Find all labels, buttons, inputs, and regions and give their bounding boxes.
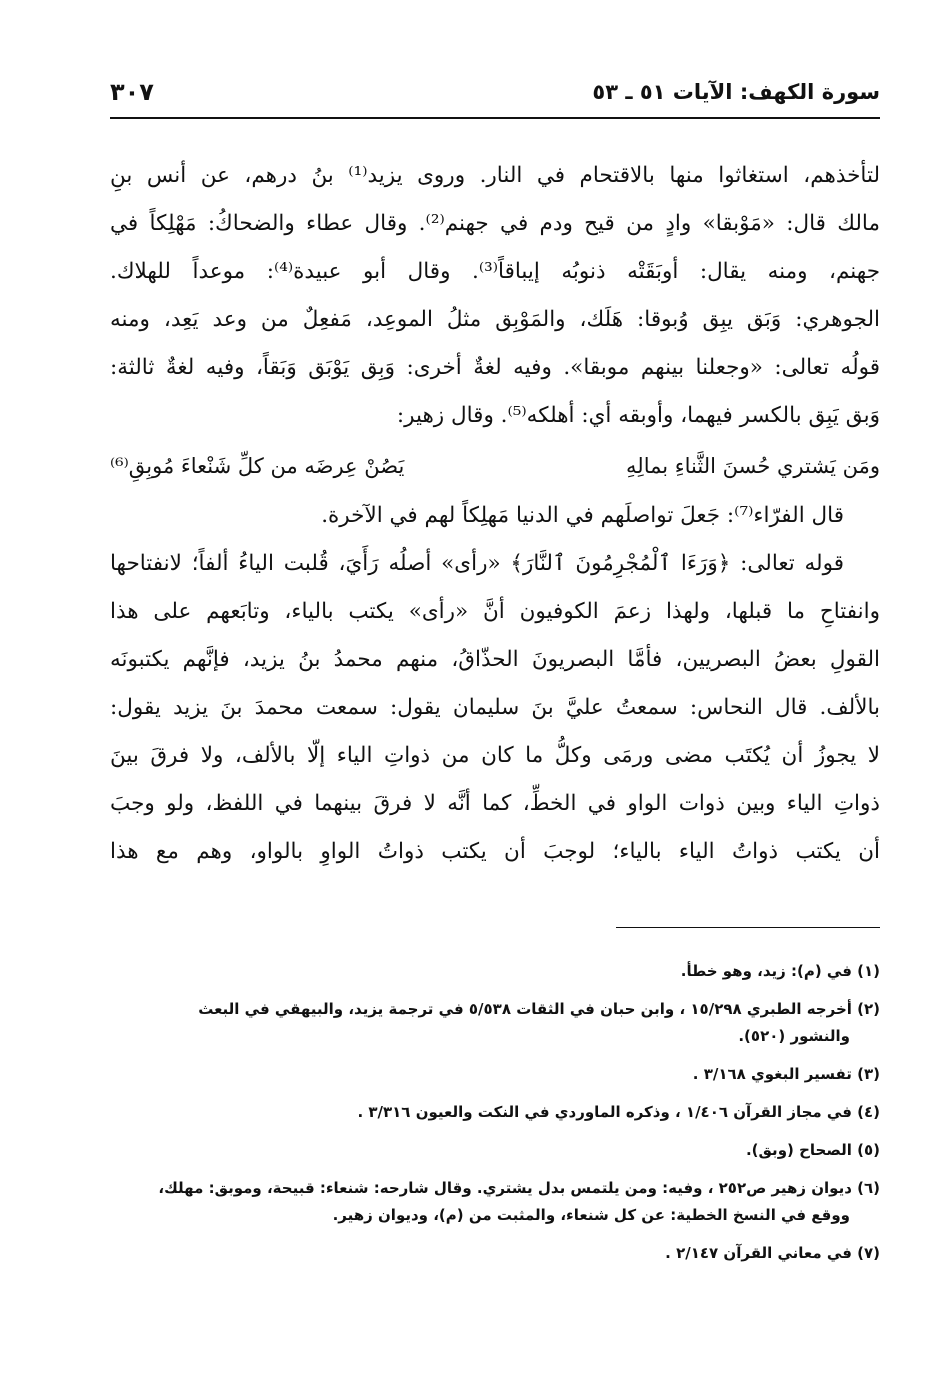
- footnote-line: ووقع في النسخ الخطية: عن كل شنعاء، والمثبت من (م)، وديوان زهير.: [332, 1206, 850, 1224]
- footnote-line: (٦) ديوان زهير ص٢٥٢ ، وفيه: ومن يلتمس بدل يشتري. وقال شارحه: شنعاء: قبيحة، وموبق: مهلك،: [158, 1179, 880, 1197]
- poetry-verse: [110, 440, 880, 492]
- footnote-line: (١) في (م): زيد، وهو خطأ.: [680, 962, 880, 980]
- footnote: [110, 1175, 880, 1229]
- footnote: [110, 1137, 880, 1164]
- footnote: [110, 1099, 880, 1126]
- text-line: أن يكتب ذواتُ الياء بالياء؛ لوجبَ أن يكتب ذواتُ الواوِ بالواو، وهم مع هذا: [110, 839, 880, 864]
- text-line: ذواتِ الياء وبين ذوات الواو في الخطِّ، كما أنَّه لا فرقَ بينهما في اللفظ، ولو وجبَ: [110, 791, 880, 816]
- footnote-line: (٧) في معاني القرآن ٢/١٤٧ .: [665, 1244, 880, 1262]
- text-line: قولُه تعالى: «وجعلنا بينهم موبقا». وفيه لغةٌ أخرى: وَبِق يَوْبَق وَبَقاً، وفيه لغةٌ ثالثة:: [110, 355, 880, 380]
- text-line: جهنم، ومنه يقال: أوبَقَتْه ذنوبُه إيباقاً⁽³⁾. وقال أبو عبيدة⁽⁴⁾: موعداً للهلاك.: [110, 259, 880, 284]
- text-line: القولِ بعضُ البصريين، فأمَّا البصريونَ الحذّاقُ، منهم محمدُ بنُ يزيد، فإنَّهم يكتبونَه: [110, 647, 880, 672]
- footnote: [110, 1240, 880, 1267]
- text-line: لتأخذهم، استغاثوا منها بالاقتحام في النار. وروى يزيد⁽¹⁾ بنُ درهم، عن أنس بنِ: [110, 163, 880, 188]
- text-line: قال الفرّاء⁽⁷⁾: جَعلَ تواصلَهم في الدنيا مَهلِكاً لهم في الآخرة.: [321, 503, 844, 528]
- text-line: وانفتاحِ ما قبلها، ولهذا زعمَ الكوفيون أنَّ «رأى» يكتب بالياء، وتابَعهم على هذا: [110, 599, 880, 624]
- page-number: ٣٠٧: [110, 78, 154, 106]
- main-text: [110, 152, 880, 876]
- footnote-divider: [616, 927, 880, 928]
- footnote: [110, 1061, 880, 1088]
- text-line: لا يجوزُ أن يُكتَب مضى ورمَى وكلُّ ما كان من ذواتِ الياء إلّا بالألف، ولا فرقَ بينَ: [110, 743, 880, 768]
- footnote-line: (٢) أخرجه الطبري ١٥/٢٩٨ ، وابن حبان في الثقات ٥/٥٣٨ في ترجمة يزيد، والبيهقي في البعث: [198, 1000, 880, 1018]
- chapter-title: سورة الكهف: الآيات ٥١ ـ ٥٣: [592, 80, 880, 104]
- footnotes: [110, 958, 880, 1278]
- footnote-line: والنشور (٥٢٠).: [738, 1027, 850, 1045]
- footnote-line: (٥) الصحاح (وبق).: [745, 1141, 880, 1159]
- verse-first-hemistich: ومَن يَشتري حُسنَ الثَّناءِ بمالِهِ: [626, 454, 880, 478]
- footnote: [110, 996, 880, 1050]
- text-line: الجوهري: وَبَق يبِق وُبوقا: هَلَك، والمَوْبِق مثلُ الموعِد، مَفعِلٌ من وعد يَعِد، ومنه: [110, 307, 880, 332]
- verse-second-hemistich: يَصُنْ عِرضَه من كلِّ شَنْعاءَ مُوبِقِ⁽⁶⁾: [110, 454, 405, 478]
- footnote: [110, 958, 880, 985]
- footnote-line: (٣) تفسير البغوي ٣/١٦٨ .: [692, 1065, 880, 1083]
- text-line: بالألف. قال النحاس: سمعتُ عليَّ بنَ سليمان يقول: سمعت محمدَ بنَ يزيد يقول:: [110, 695, 880, 720]
- header-divider: [110, 117, 880, 119]
- text-line: مالك قال: «مَوْبقا» وادٍ من قيح ودم في جهنم⁽²⁾. وقال عطاء والضحاكُ: مَهْلِكاً في: [110, 211, 880, 236]
- text-line: قوله تعالى: ﴿وَرَءَا ٱلْمُجْرِمُونَ ٱلنَّارَ﴾ «رأى» أصلُه رَأَيَ، قُلبت الياءُ ألفاً؛ لانفتاحها: [110, 551, 844, 576]
- text-line: وَبق يَبِق بالكسر فيهما، وأوبقه أي: أهلكه⁽⁵⁾. وقال زهير:: [396, 403, 880, 428]
- footnote-line: (٤) في مجاز القرآن ١/٤٠٦ ، وذكره الماوردي في النكت والعيون ٣/٣١٦ .: [357, 1103, 880, 1121]
- running-header: [110, 76, 880, 116]
